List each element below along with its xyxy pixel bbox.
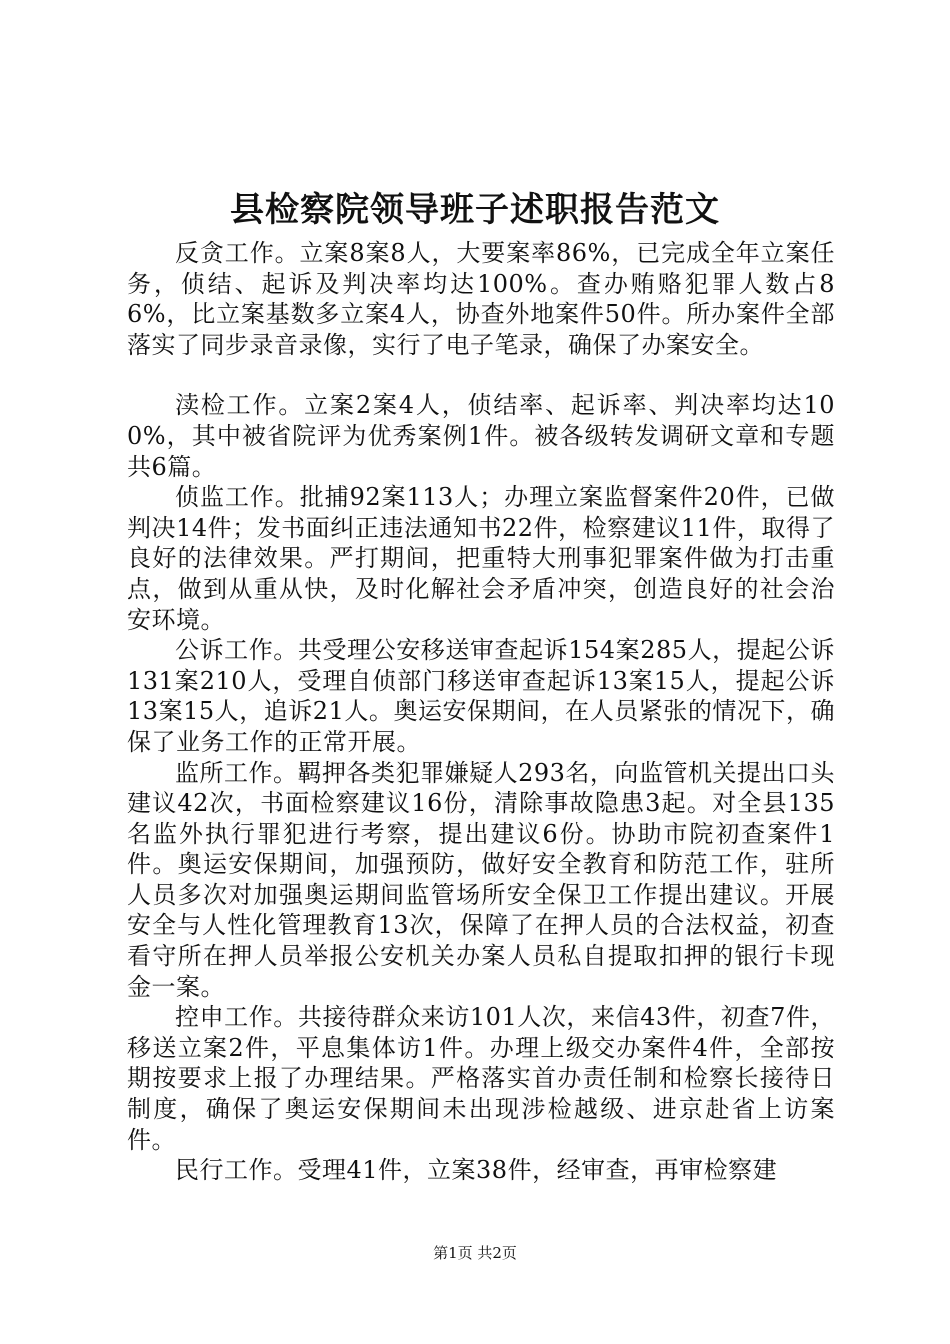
- paragraph-complaints: 控申工作。共接待群众来访101人次，来信43件，初查7件，移送立案2件，平息集体访1件。办理上级交办案件4件，全部按期按要求上报了办理结果。严格落实首办责任制和检察长接待日制度，确保了奥运安保期间未出现涉检越级、进京赴省上访案件。: [127, 1003, 835, 1154]
- paragraph-civil-administrative: 民行工作。受理41件，立案38件，经审查，再审检察建: [175, 1156, 778, 1185]
- document-body: [127, 238, 835, 1186]
- document-title: 县检察院领导班子述职报告范文: [230, 190, 720, 230]
- paragraph-investigation-supervision: 侦监工作。批捕92案113人；办理立案监督案件20件，已做判决14件；发书面纠正违法通知书22件，检察建议11件，取得了良好的法律效果。严打期间，把重特大刑事犯罪案件做为打击重点，做到从重从快，及时化解社会矛盾冲突，创造良好的社会治安环境。: [127, 483, 835, 634]
- page-number-footer: 第1页 共2页: [433, 1244, 517, 1262]
- paragraph-detention-supervision: 监所工作。羁押各类犯罪嫌疑人293名，向监管机关提出口头建议42次，书面检察建议16份，清除事故隐患3起。对全县135名监外执行罪犯进行考察，提出建议6份。协助市院初查案件1件。奥运安保期间，加强预防，做好安全教育和防范工作，驻所人员多次对加强奥运期间监管场所安全保卫工作提出建议。开展安全与人性化管理教育13次，保障了在押人员的合法权益，初查看守所在押人员举报公安机关办案人员私自提取扣押的银行卡现金一案。: [127, 758, 835, 1001]
- paragraph-anti-corruption: 反贪工作。立案8案8人，大要案率86%，已完成全年立案任务，侦结、起诉及判决率均达100%。查办贿赂犯罪人数占86%，比立案基数多立案4人，协查外地案件50件。所办案件全部落实了同步录音录像，实行了电子笔录，确保了办案安全。: [127, 239, 835, 359]
- paragraph-prosecution: 公诉工作。共受理公安移送审查起诉154案285人，提起公诉131案210人，受理自侦部门移送审查起诉13案15人，提起公诉13案15人，追诉21人。奥运安保期间，在人员紧张的情况下，确保了业务工作的正常开展。: [127, 636, 835, 756]
- paragraph-malfeasance: 渎检工作。立案2案4人，侦结率、起诉率、判决率均达100%，其中被省院评为优秀案例1件。被各级转发调研文章和专题共6篇。: [127, 391, 835, 481]
